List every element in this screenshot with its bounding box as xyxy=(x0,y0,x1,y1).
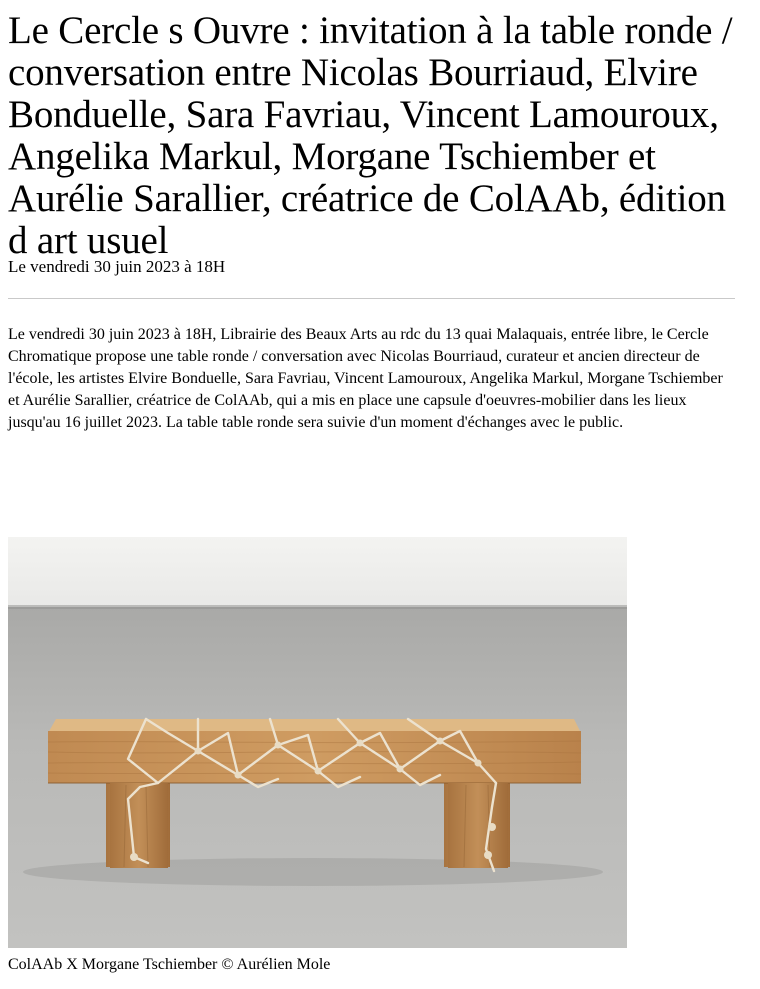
image-caption: ColAAb X Morgane Tschiember © Aurélien Mole xyxy=(8,956,331,973)
artwork-photo xyxy=(8,537,627,948)
article-body: Le vendredi 30 juin 2023 à 18H, Librairie des Beaux Arts au rdc du 13 quai Malaquais, entrée libre, le Cercle Chromatique propose une table ronde / conversation avec Nicolas Bourriaud, curateur et ancien directeur de l'école, les artistes Elvire Bonduelle, Sara Favriau, Vincent Lamouroux, Angelika Markul, Morgane Tschiember et Aurélie Sarallier, créatrice de ColAAb, qui a mis en place une capsule d'oeuvres-mobilier dans les lieux jusqu'au 16 juillet 2023. La table table ronde sera suivie d'un moment d'échanges avec le public. xyxy=(8,326,723,431)
bench-photo-illustration xyxy=(8,537,627,948)
article xyxy=(8,10,736,434)
event-date: Le vendredi 30 juin 2023 à 18H xyxy=(8,257,226,276)
article-title: Le Cercle s Ouvre : invitation à la table ronde / conversation entre Nicolas Bourriaud, Elvire Bonduelle, Sara Favriau, Vincent Lamouroux, Angelika Markul, Morgane Tschiember et Aurélie Sarallier, créatrice de ColAAb, édition d art usuel xyxy=(8,9,733,262)
divider xyxy=(8,298,735,299)
